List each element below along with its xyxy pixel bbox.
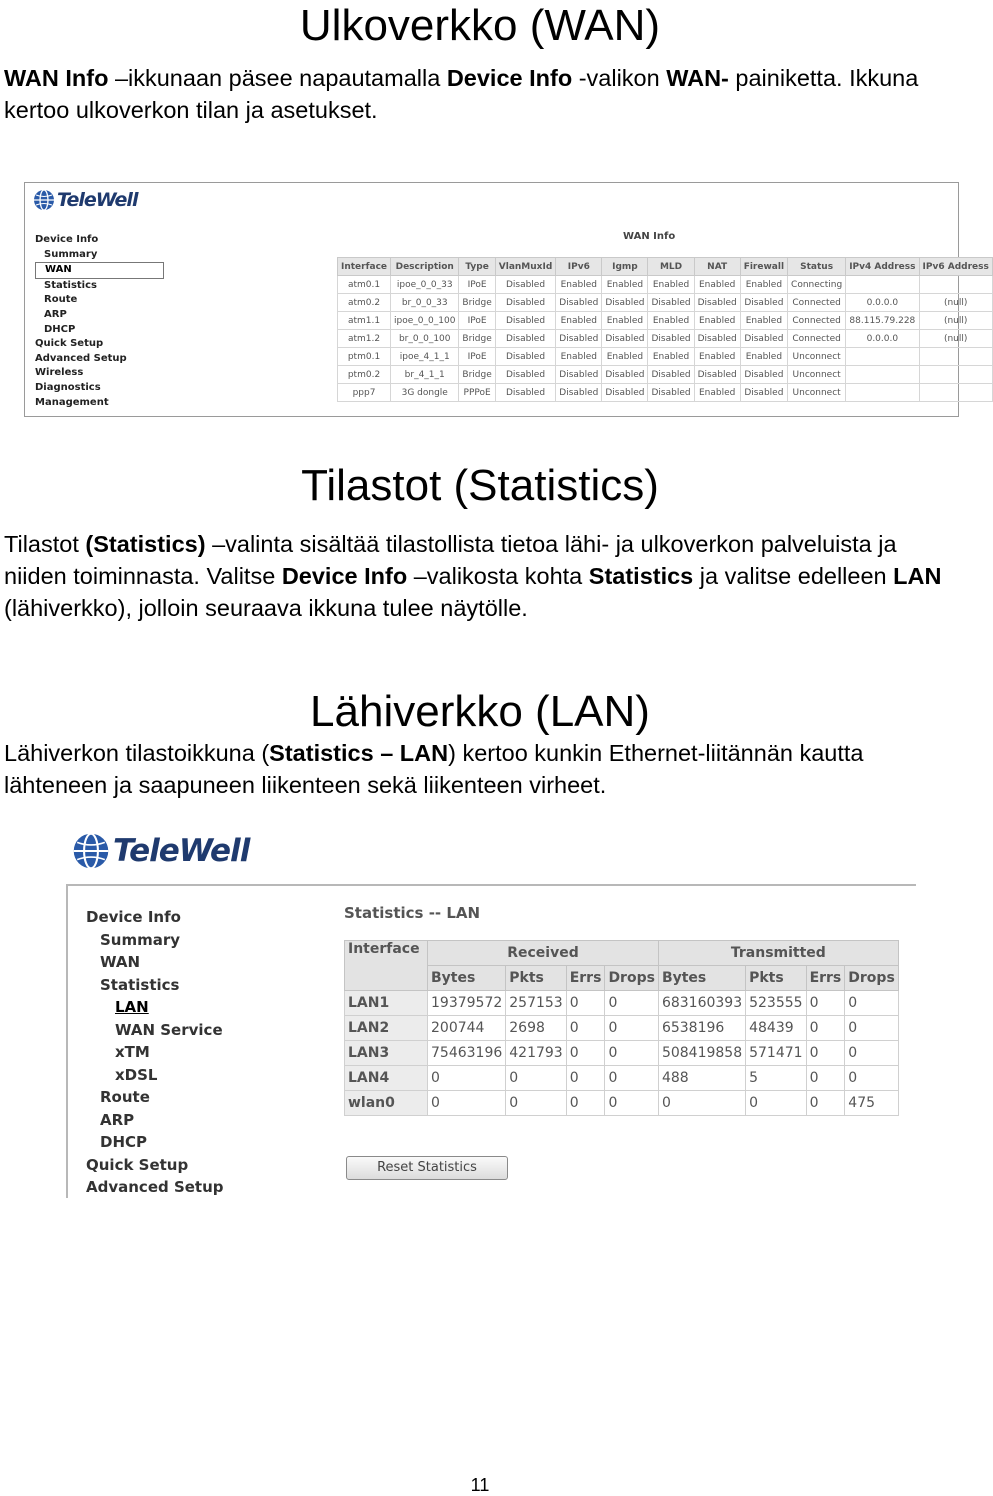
text-run: ja valitse edelleen (693, 563, 894, 589)
table-cell: 0 (566, 991, 605, 1016)
text-run: WAN- (666, 65, 729, 91)
table-cell: 0 (806, 1091, 845, 1116)
table-cell: Enabled (556, 312, 602, 330)
column-header: Igmp (602, 258, 648, 276)
sidebar-item-route[interactable]: Route (100, 1088, 150, 1106)
reset-statistics-button[interactable]: Reset Statistics (346, 1156, 508, 1180)
table-cell: 0 (806, 1016, 845, 1041)
lan-sidebar-menu (86, 906, 224, 1199)
text-run: –valinta sisältää tilastollista tietoa lähi- ja ulkoverkon palveluista ja niiden toiminnasta. Valitse (4, 531, 897, 589)
sidebar-item-wan-service[interactable]: WAN Service (115, 1020, 223, 1039)
sidebar-item-management[interactable]: Management (35, 396, 109, 408)
sidebar-item-wan[interactable]: WAN (35, 262, 164, 279)
header-divider (66, 884, 916, 886)
table-cell: Enabled (602, 312, 648, 330)
table-row (345, 1016, 899, 1041)
table-cell: Disabled (740, 330, 787, 348)
table-row (338, 348, 993, 366)
table-cell: 0 (806, 1066, 845, 1091)
table-cell: 488 (658, 1066, 745, 1091)
table-cell: 0 (845, 991, 899, 1016)
table-cell: Connecting (788, 276, 846, 294)
table-cell: Enabled (602, 348, 648, 366)
page-number: 11 (470, 1475, 490, 1495)
table-cell: 0 (566, 1066, 605, 1091)
subcolumn-header: Errs (566, 966, 605, 991)
table-cell (919, 348, 992, 366)
table-cell: atm1.2 (338, 330, 391, 348)
text-run: Statistics (588, 563, 694, 589)
table-cell: 5 (746, 1066, 806, 1091)
table-cell: 6538196 (658, 1016, 745, 1041)
text-run: (lähiverkko), jolloin seuraava ikkuna tulee näytölle. (4, 595, 528, 621)
text-run: Statistics – LAN (269, 740, 449, 766)
table-row (338, 276, 993, 294)
table-cell: Disabled (602, 294, 648, 312)
column-header: IPv4 Address (846, 258, 919, 276)
table-row (338, 384, 993, 402)
subcolumn-header: Errs (806, 966, 845, 991)
table-cell: PPPoE (459, 384, 495, 402)
table-cell: Disabled (495, 366, 556, 384)
text-run: painiketta. Ikkuna kertoo ulkoverkon tilan ja asetukset. (4, 65, 919, 123)
table-cell: 0 (845, 1016, 899, 1041)
table-cell (919, 276, 992, 294)
table-cell: 0 (605, 1016, 659, 1041)
table-cell: Enabled (694, 276, 740, 294)
table-cell: Unconnect (788, 384, 846, 402)
table-cell: Disabled (495, 348, 556, 366)
table-row (338, 294, 993, 312)
table-cell: 475 (845, 1091, 899, 1116)
subcolumn-header: Pkts (506, 966, 566, 991)
table-cell: Disabled (556, 366, 602, 384)
table-cell: 683160393 (658, 991, 745, 1016)
text-run: Lähiverkon tilastoikkuna ( (4, 740, 270, 766)
table-cell: 0 (566, 1091, 605, 1116)
sidebar-item-xdsl[interactable]: xDSL (115, 1065, 158, 1084)
text-run: -valikon (572, 65, 667, 91)
table-cell: Disabled (740, 294, 787, 312)
table-cell: Disabled (648, 384, 694, 402)
table-cell: 0 (566, 1016, 605, 1041)
statistics-heading: Tilastot (Statistics) (301, 461, 659, 510)
table-row (338, 312, 993, 330)
text-run: ) kertoo kunkin Ethernet-liitännän kautta lähteneen ja saapuneen liikenteen sekä liikenteen virheet. (4, 740, 864, 798)
table-cell: Disabled (495, 312, 556, 330)
table-cell: Enabled (694, 312, 740, 330)
table-cell: 0.0.0.0 (846, 330, 919, 348)
table-cell (846, 348, 919, 366)
table-cell: 421793 (506, 1041, 566, 1066)
table-cell: Enabled (740, 348, 787, 366)
table-cell: IPoE (459, 312, 495, 330)
sidebar-item-route[interactable]: Route (44, 294, 78, 306)
sidebar-item-xtm[interactable]: xTM (115, 1043, 150, 1061)
table-cell: atm0.2 (338, 294, 391, 312)
table-cell: Disabled (694, 330, 740, 348)
table-cell: Enabled (740, 312, 787, 330)
table-cell: Disabled (602, 384, 648, 402)
table-cell: Disabled (495, 276, 556, 294)
table-cell: (null) (919, 330, 992, 348)
table-cell: Disabled (648, 366, 694, 384)
sidebar-item-wireless[interactable]: Wireless (35, 367, 84, 379)
text-run: Device Info (281, 563, 408, 589)
table-cell: Enabled (602, 276, 648, 294)
text-run: –valikosta kohta (407, 563, 589, 589)
table-cell: Connected (788, 294, 846, 312)
table-row (338, 330, 993, 348)
wan-info-title: WAN Info (623, 231, 676, 242)
table-cell: Disabled (556, 294, 602, 312)
table-cell: Disabled (648, 294, 694, 312)
sidebar-item-arp[interactable]: ARP (44, 308, 67, 320)
table-row (345, 991, 899, 1016)
table-cell: 0 (605, 991, 659, 1016)
statistics-paragraph (4, 528, 954, 624)
table-cell: IPoE (459, 348, 495, 366)
table-cell: ipoe_0_0_100 (391, 312, 459, 330)
sidebar-item-summary[interactable]: Summary (100, 930, 181, 949)
text-run: Device Info (446, 65, 573, 91)
sidebar-border (66, 884, 68, 1198)
column-header: IPv6 Address (919, 258, 992, 276)
table-cell (846, 366, 919, 384)
table-row (345, 1091, 899, 1116)
sidebar-item-device-info[interactable]: Device Info (35, 234, 99, 245)
table-cell: Unconnect (788, 366, 846, 384)
sidebar-item-advanced-setup[interactable]: Advanced Setup (86, 1178, 224, 1196)
lan-paragraph (4, 737, 954, 801)
interface-cell: LAN4 (345, 1066, 428, 1091)
table-cell: 3G dongle (391, 384, 459, 402)
wan-sidebar-menu (35, 233, 164, 410)
subcolumn-header: Pkts (746, 966, 806, 991)
table-cell: Disabled (740, 366, 787, 384)
transmitted-header: Transmitted (658, 941, 898, 966)
table-cell: Enabled (740, 276, 787, 294)
table-cell: Connected (788, 330, 846, 348)
column-header: Type (459, 258, 495, 276)
table-cell: Bridge (459, 294, 495, 312)
table-cell: 88.115.79.228 (846, 312, 919, 330)
table-cell: Disabled (495, 384, 556, 402)
table-cell (846, 276, 919, 294)
subcolumn-header: Bytes (428, 966, 506, 991)
table-cell: Disabled (495, 330, 556, 348)
wan-info-table (337, 257, 993, 402)
table-cell: 0 (658, 1091, 745, 1116)
subcolumn-header: Drops (845, 966, 899, 991)
statistics-lan-title: Statistics -- LAN (344, 904, 481, 922)
table-cell: 200744 (428, 1016, 506, 1041)
table-cell: 571471 (746, 1041, 806, 1066)
wan-info-screenshot (24, 182, 989, 417)
table-cell: ipoe_4_1_1 (391, 348, 459, 366)
wan-heading: Ulkoverkko (WAN) (299, 1, 661, 50)
table-cell: 0 (506, 1091, 566, 1116)
table-cell: 257153 (506, 991, 566, 1016)
table-cell: 0 (806, 991, 845, 1016)
subcolumn-header: Drops (605, 966, 659, 991)
table-cell: 0 (566, 1041, 605, 1066)
table-cell: Bridge (459, 330, 495, 348)
table-cell: 0 (605, 1041, 659, 1066)
table-cell: 0 (806, 1041, 845, 1066)
interface-cell: wlan0 (345, 1091, 428, 1116)
table-cell: Disabled (694, 294, 740, 312)
table-cell: 0.0.0.0 (846, 294, 919, 312)
table-cell: Disabled (602, 330, 648, 348)
sidebar-item-advanced-setup[interactable]: Advanced Setup (35, 352, 127, 364)
table-cell: 0 (605, 1066, 659, 1091)
table-cell: ppp7 (338, 384, 391, 402)
received-header: Received (428, 941, 659, 966)
sidebar-item-statistics[interactable]: Statistics (44, 279, 97, 291)
table-cell: (null) (919, 294, 992, 312)
globe-icon (33, 189, 55, 211)
table-cell: 0 (506, 1066, 566, 1091)
table-cell: atm1.1 (338, 312, 391, 330)
interface-header: Interface (345, 941, 428, 991)
table-cell: br_4_1_1 (391, 366, 459, 384)
table-cell: 508419858 (658, 1041, 745, 1066)
table-cell (919, 366, 992, 384)
column-header: Description (391, 258, 459, 276)
table-cell: ptm0.1 (338, 348, 391, 366)
table-cell: Enabled (648, 312, 694, 330)
column-header: Firewall (740, 258, 787, 276)
interface-cell: LAN2 (345, 1016, 428, 1041)
sidebar-item-quick-setup[interactable]: Quick Setup (86, 1155, 189, 1174)
subcolumn-header: Bytes (658, 966, 745, 991)
column-header: Status (788, 258, 846, 276)
table-cell: 0 (428, 1066, 506, 1091)
table-cell (846, 384, 919, 402)
table-cell: IPoE (459, 276, 495, 294)
table-cell: ptm0.2 (338, 366, 391, 384)
table-cell: 0 (845, 1041, 899, 1066)
table-cell: 48439 (746, 1016, 806, 1041)
text-run: WAN Info (4, 65, 109, 91)
lan-statistics-table (344, 940, 899, 1116)
table-cell: 0 (428, 1091, 506, 1116)
table-cell: 523555 (746, 991, 806, 1016)
table-cell: Bridge (459, 366, 495, 384)
sidebar-item-wan[interactable]: WAN (100, 953, 141, 971)
table-cell: Disabled (556, 330, 602, 348)
sidebar-item-diagnostics[interactable]: Diagnostics (35, 381, 101, 393)
table-cell: Connected (788, 312, 846, 330)
table-row (345, 1066, 899, 1091)
table-cell: 0 (746, 1091, 806, 1116)
lan-heading: Lähiverkko (LAN) (310, 687, 650, 736)
table-cell: Enabled (556, 348, 602, 366)
globe-icon (72, 832, 110, 870)
table-cell: Disabled (602, 366, 648, 384)
table-cell: Unconnect (788, 348, 846, 366)
table-cell: Disabled (495, 294, 556, 312)
wan-intro-paragraph (4, 62, 954, 126)
table-row (345, 1041, 899, 1066)
table-cell: Disabled (556, 384, 602, 402)
table-cell: br_0_0_100 (391, 330, 459, 348)
table-cell: ipoe_0_0_33 (391, 276, 459, 294)
sidebar-item-dhcp[interactable]: DHCP (100, 1133, 148, 1151)
sidebar-item-arp[interactable]: ARP (100, 1110, 135, 1129)
table-cell: 0 (845, 1066, 899, 1091)
column-header: Interface (338, 258, 391, 276)
column-header: MLD (648, 258, 694, 276)
table-cell: 75463196 (428, 1041, 506, 1066)
sidebar-item-quick-setup[interactable]: Quick Setup (35, 338, 104, 350)
table-cell: Enabled (694, 348, 740, 366)
sidebar-item-dhcp[interactable]: DHCP (44, 323, 76, 335)
table-cell: Enabled (556, 276, 602, 294)
text-run: Tilastot (4, 531, 86, 557)
sidebar-item-summary[interactable]: Summary (44, 248, 98, 260)
logo-wordmark: TeleWell (57, 189, 138, 211)
sidebar-item-statistics[interactable]: Statistics (100, 975, 180, 994)
sidebar-item-device-info[interactable]: Device Info (86, 908, 181, 926)
sidebar-item-lan[interactable]: LAN (115, 998, 149, 1016)
table-cell: Disabled (740, 384, 787, 402)
text-run: –ikkunaan päsee napautamalla (108, 65, 447, 91)
logo-wordmark: TeleWell (113, 833, 250, 869)
table-cell (919, 384, 992, 402)
table-row (338, 366, 993, 384)
column-header: IPv6 (556, 258, 602, 276)
table-cell: Disabled (694, 366, 740, 384)
telewell-logo (33, 189, 137, 211)
table-cell: (null) (919, 312, 992, 330)
column-header: NAT (694, 258, 740, 276)
table-cell: 0 (605, 1091, 659, 1116)
table-cell: 2698 (506, 1016, 566, 1041)
telewell-logo (72, 832, 249, 870)
table-cell: Enabled (648, 348, 694, 366)
table-cell: br_0_0_33 (391, 294, 459, 312)
column-header: VlanMuxId (495, 258, 556, 276)
text-run: (Statistics) (85, 531, 206, 557)
table-cell: Enabled (648, 276, 694, 294)
table-cell: 19379572 (428, 991, 506, 1016)
text-run: LAN (893, 563, 942, 589)
table-cell: Enabled (694, 384, 740, 402)
statistics-lan-screenshot (66, 826, 916, 1198)
table-cell: Disabled (648, 330, 694, 348)
interface-cell: LAN3 (345, 1041, 428, 1066)
table-cell: atm0.1 (338, 276, 391, 294)
interface-cell: LAN1 (345, 991, 428, 1016)
